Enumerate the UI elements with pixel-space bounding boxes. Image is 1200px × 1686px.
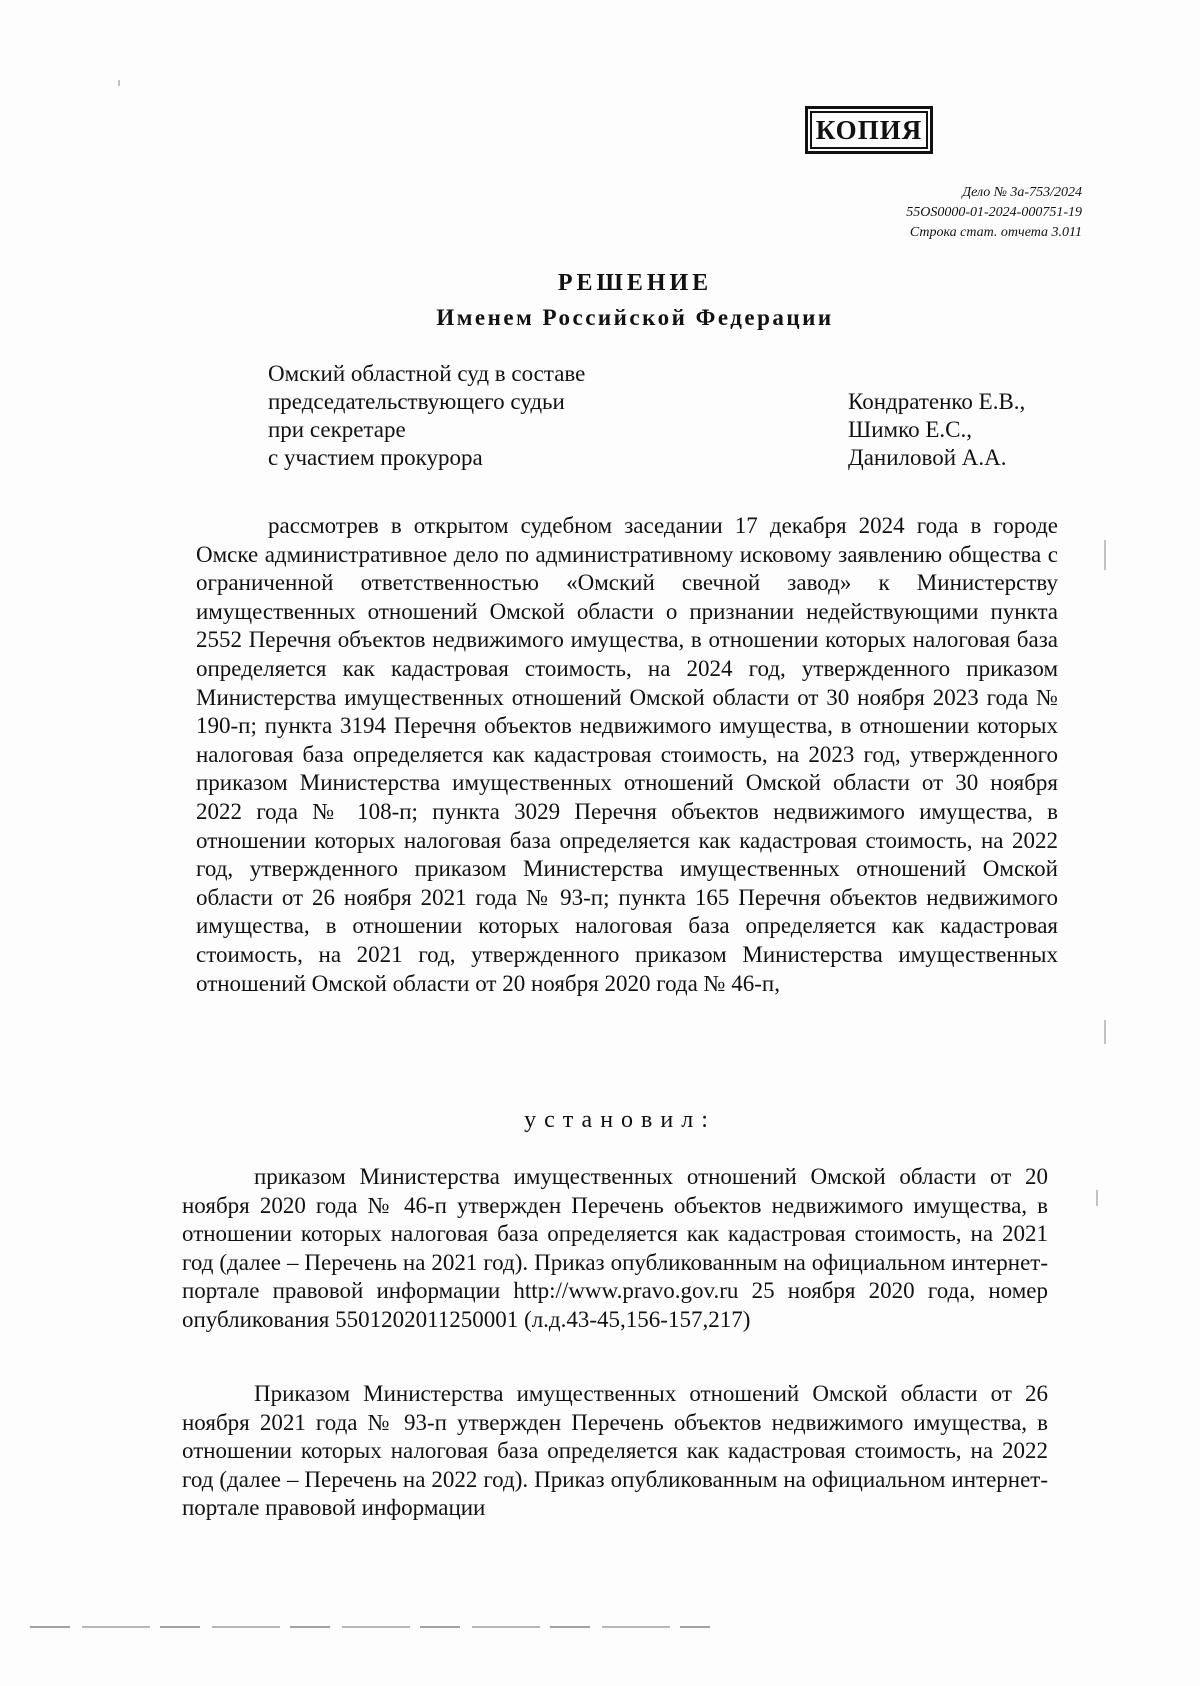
composition-row	[268, 416, 1025, 444]
scan-speck	[118, 80, 120, 86]
court-composition	[268, 360, 1025, 472]
document-subtitle: Именем Российской Федерации	[436, 305, 834, 330]
stat-report-line: Строка стат. отчета 3.011	[909, 225, 1082, 240]
composition-role: председательствующего судьи	[268, 389, 565, 414]
scan-artifact-line	[30, 1626, 710, 1628]
composition-row	[268, 360, 1025, 388]
case-number: Дело № 3а-753/2024	[962, 185, 1082, 200]
composition-name: Шимко Е.С.,	[848, 417, 972, 442]
composition-role: с участием прокурора	[268, 445, 483, 470]
composition-row	[268, 444, 1025, 472]
composition-role: при секретаре	[268, 417, 406, 442]
intro-text: рассмотрев в открытом судебном заседании 17 декабря 2024 года в городе Омске административное дело по административному исковому заявлению общества с ограниченной ответственностью «Омский свечной завод» к Министерству имущественных отношений Омской области о признании недействующими пункта 2552 Перечня объектов недвижимого имущества, в отношении которых налоговая база определяется как кадастровая стоимость, на 2024 год, утвержденного приказом Министерства имущественных отношений Омской области от 30 ноября 2023 года № 190-п; пункта 3194 Перечня объектов недвижимого имущества, в отношении которых налоговая база определяется как кадастровая стоимость, на 2023 год, утвержденного приказом Министерства имущественных отношений Омской области от 30 ноября 2022 года № 108-п; пункта 3029 Перечня объектов недвижимого имущества, в отношении которых налоговая база определяется как кадастровая стоимость, на 2022 год, утвержденного приказом Министерства имущественных отношений Омской области от 26 ноября 2021 года № 93-п; пункта 165 Перечня объектов недвижимого имущества, в отношении которых налоговая база определяется как кадастровая стоимость, на 2021 год, утвержденного приказом Министерства имущественных отношений Омской области от 20 ноября 2020 года № 46-п,	[196, 513, 1058, 996]
body-paragraph	[182, 1163, 1048, 1335]
scan-speck	[1104, 1020, 1106, 1044]
composition-name: Даниловой А.А.	[848, 445, 1007, 470]
composition-name: Кондратенко Е.В.,	[848, 389, 1026, 414]
paragraph-text: Приказом Министерства имущественных отношений Омской области от 26 ноября 2021 года № 93-п утвержден Перечень объектов недвижимого имущества, в отношении которых налоговая база определяется как кадастровая стоимость, на 2022 год (далее – Перечень на 2022 год). Приказ опубликованным на официальном интернет-портале правовой информации	[182, 1381, 1048, 1521]
case-meta	[906, 183, 1082, 243]
composition-row	[268, 388, 1025, 416]
paragraph-text: приказом Министерства имущественных отношений Омской области от 20 ноября 2020 года № 46-п утвержден Перечень объектов недвижимого имущества, в отношении которых налоговая база определяется как кадастровая стоимость, на 2021 год (далее – Перечень на 2021 год). Приказ опубликованным на официальном интернет-портале правовой информации http://www.pravo.gov.ru 25 ноября 2020 года, номер опубликования 5501202011250001 (л.д.43-45,156-157,217)	[182, 1164, 1048, 1332]
composition-role: Омский областной суд в составе	[268, 361, 586, 386]
scan-speck	[1096, 1190, 1098, 1206]
ustanovil-heading: установил:	[524, 1107, 716, 1133]
body-paragraph	[182, 1380, 1048, 1523]
intro-paragraph	[196, 512, 1058, 998]
case-uid: 55OS0000-01-2024-000751-19	[906, 205, 1082, 220]
scan-speck	[1104, 540, 1106, 570]
copy-stamp: КОПИЯ	[805, 106, 933, 154]
document-title: РЕШЕНИЕ	[557, 270, 713, 296]
